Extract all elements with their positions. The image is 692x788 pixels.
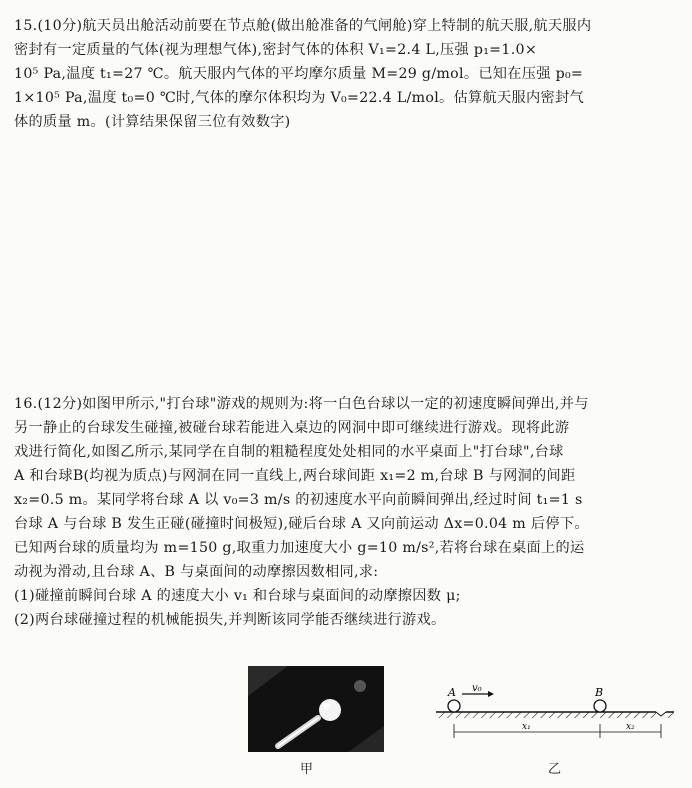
problem-16-line: 台球 A 与台球 B 发生正碰(碰撞时间极短),碰后台球 A 又向前运动 Δx=0.04 m 后停下。 bbox=[14, 516, 589, 532]
label-x1: x₁ bbox=[522, 722, 531, 732]
label-x2: x₂ bbox=[626, 722, 635, 732]
problem-16-line: 另一静止的台球发生碰撞,被碰台球若能进入桌边的网洞中即可继续进行游戏。现将此游 bbox=[14, 420, 570, 436]
label-v0: v₀ bbox=[472, 683, 482, 694]
figure-yi-caption: 乙 bbox=[548, 762, 562, 777]
problem-16-line: 戏进行简化,如图乙所示,某同学在自制的粗糙程度处处相同的水平桌面上"打台球",台球 bbox=[14, 444, 564, 460]
figure-jia-photo bbox=[248, 666, 384, 752]
problem-15-line: 密封有一定质量的气体(视为理想气体),密封气体的体积 V₁=2.4 L,压强 p₁=1.0× bbox=[14, 42, 538, 58]
problem-16-question-2: (2)两台球碰撞过程的机械能损失,并判断该同学能否继续进行游戏。 bbox=[14, 612, 446, 628]
problem-16 bbox=[14, 392, 678, 632]
problem-15-line: 体的质量 m。(计算结果保留三位有效数字) bbox=[14, 114, 291, 130]
problem-16-line: 16.(12分)如图甲所示,"打台球"游戏的规则为:将一白色台球以一定的初速度瞬间弹出,并与 bbox=[14, 396, 589, 412]
billiard-photo-image bbox=[248, 666, 384, 752]
pocket-hole bbox=[656, 710, 666, 719]
problem-15-line: 15.(10分)航天员出舱活动前要在节点舱(做出舱准备的气闸舱)穿上特制的航天服,航天服内 bbox=[14, 18, 592, 34]
problem-16-question-1: (1)碰撞前瞬间台球 A 的速度大小 v₁ 和台球与桌面间的动摩擦因数 μ; bbox=[14, 588, 461, 604]
ball-a bbox=[448, 700, 460, 712]
label-a: A bbox=[448, 686, 456, 699]
ball-b bbox=[594, 700, 606, 712]
problem-16-line: A 和台球B(均视为质点)与网洞在同一直线上,两台球间距 x₁=2 m,台球 B 与网洞的间距 bbox=[14, 468, 576, 484]
problem-16-line: 已知两台球的质量均为 m=150 g,取重力加速度大小 g=10 m/s²,若将台球在桌面上的运 bbox=[14, 540, 585, 556]
table-surface bbox=[436, 712, 674, 718]
problem-16-line: x₂=0.5 m。某同学将台球 A 以 v₀=3 m/s 的初速度水平向前瞬间弹出,经过时间 t₁=1 s bbox=[14, 492, 583, 508]
figure-jia-caption: 甲 bbox=[300, 762, 314, 777]
label-b: B bbox=[595, 686, 604, 699]
figure-yi-diagram bbox=[432, 682, 678, 742]
problem-16-line: 动视为滑动,且台球 A、B 与桌面间的动摩擦因数相同,求: bbox=[14, 564, 379, 580]
problem-15-line: 10⁵ Pa,温度 t₁=27 ℃。航天服内气体的平均摩尔质量 M=29 g/mol。已知在压强 p₀= bbox=[14, 66, 584, 82]
problem-15 bbox=[14, 14, 678, 134]
problem-15-line: 1×10⁵ Pa,温度 t₀=0 ℃时,气体的摩尔体积均为 V₀=22.4 L/mol。估算航天服内密封气 bbox=[14, 90, 584, 106]
